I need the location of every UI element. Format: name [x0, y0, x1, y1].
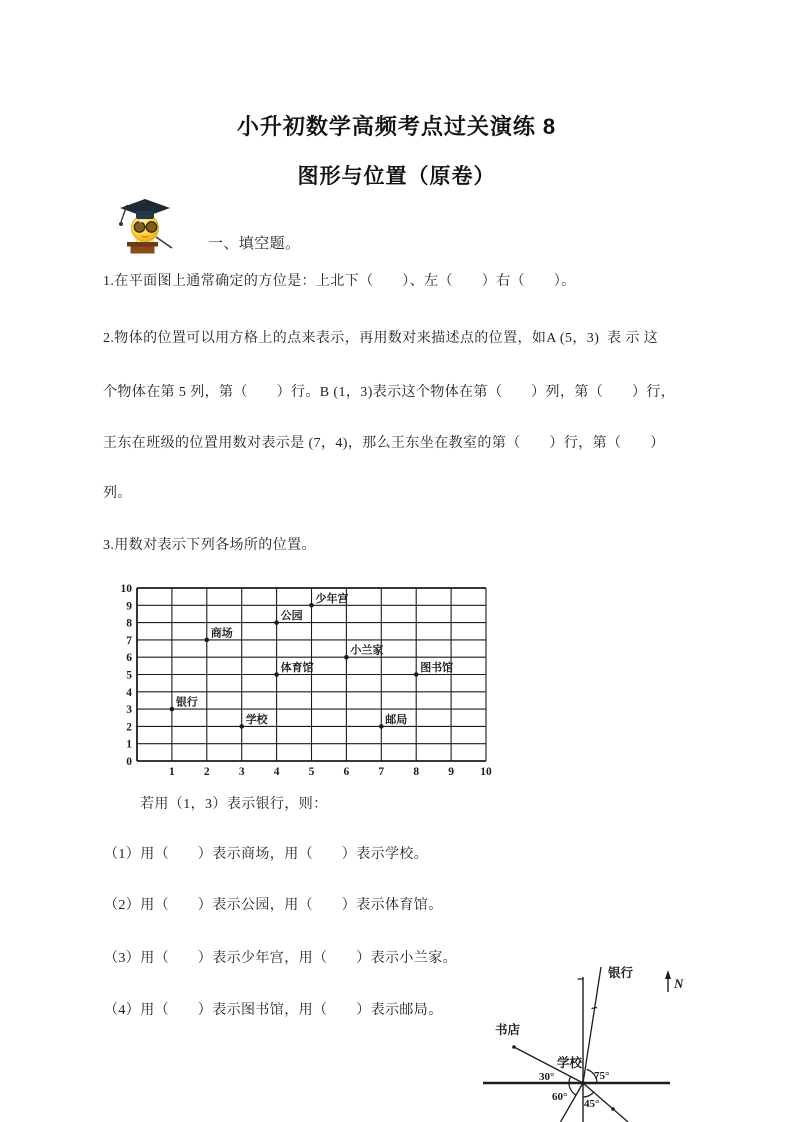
question-2-line-1: 2.物体的位置可以用方格上的点来表示，再用数对来描述点的位置，如A (5，3) 表 示 这: [103, 331, 659, 346]
location-label: 图书馆: [420, 662, 454, 674]
question-1: 1.在平面图上通常确定的方位是：上北下（ ）、左（ ）右（ ）。: [103, 274, 576, 289]
page-title: 小升初数学高频考点过关演练 8: [236, 114, 557, 139]
location-dot: [309, 603, 314, 608]
cap-base: [136, 211, 154, 219]
location-dot: [344, 655, 349, 660]
grid-chart: [105, 578, 505, 783]
location-dot: [239, 724, 244, 729]
north-label: N: [674, 976, 684, 991]
location-label: 少年宫: [315, 592, 349, 605]
question-3: 3.用数对表示下列各场所的位置。: [103, 538, 316, 553]
pointer-stick-icon: [156, 237, 172, 248]
bank-ray-tick: [592, 1008, 598, 1009]
x-axis-tick-label: 9: [448, 766, 454, 778]
x-axis-tick-label: 10: [480, 766, 492, 778]
x-axis-tick-label: 6: [343, 766, 350, 778]
location-dot: [414, 672, 419, 677]
y-axis-tick-label: 6: [126, 652, 132, 665]
angle-30-label: 30°: [539, 1071, 555, 1083]
y-axis-tick-label: 2: [126, 721, 132, 734]
angle-60-label: 60°: [552, 1091, 568, 1103]
bookstore-label: 书店: [495, 1023, 521, 1037]
location-label: 商场: [210, 627, 233, 640]
question-2-line-4: 列。: [103, 486, 132, 501]
bank-label: 银行: [608, 966, 634, 980]
question-3-note: 若用（1，3）表示银行，则：: [140, 797, 328, 812]
bookstore-point: [512, 1045, 516, 1049]
southeast-ray-point: [611, 1107, 615, 1111]
location-label: 银行: [175, 696, 198, 709]
x-axis-tick-label: 2: [203, 766, 210, 778]
location-label: 邮局: [385, 713, 408, 726]
tassel-knob-icon: [119, 222, 123, 226]
question-2-line-3: 王东在班级的位置用数对表示是 (7，4)，那么王东坐在教室的第（ ）行，第（ ）: [103, 436, 665, 451]
glasses-left-lens-icon: [134, 222, 144, 232]
y-axis-tick-label: 0: [126, 756, 132, 768]
angle-45-label: 45°: [584, 1098, 600, 1110]
question-3-sub-2: （2）用（ ）表示公园，用（ ）表示体育馆。: [104, 898, 443, 913]
school-label: 学校: [557, 1056, 583, 1070]
y-axis-tick-label: 7: [126, 634, 132, 647]
x-axis-tick-label: 1: [169, 766, 175, 778]
y-axis-tick-label: 5: [126, 669, 132, 682]
section-heading: 一、填空题。: [208, 236, 301, 252]
x-axis-tick-label: 8: [413, 766, 420, 778]
podium-top: [127, 242, 158, 247]
y-axis-tick-label: 4: [126, 686, 132, 699]
location-label: 体育馆: [280, 662, 314, 674]
arc-45: [583, 1092, 594, 1097]
location-label: 小兰家: [350, 644, 384, 657]
location-dot: [274, 620, 279, 625]
location-label: 公园: [280, 610, 303, 623]
location-dot: [170, 707, 175, 712]
question-3-sub-1: （1）用（ ）表示商场，用（ ）表示学校。: [104, 847, 429, 862]
y-axis-tick-label: 3: [126, 704, 132, 717]
question-3-sub-4: （4）用（ ）表示图书馆，用（ ）表示邮局。: [104, 1003, 443, 1018]
y-axis-tick-label: 1: [126, 738, 132, 751]
y-axis-tick-label: 10: [120, 583, 132, 595]
y-axis-tick-label: 9: [126, 600, 132, 613]
arc-60: [569, 1083, 576, 1095]
location-dot: [379, 724, 384, 729]
location-label: 学校: [245, 713, 268, 726]
podium-base: [131, 247, 155, 254]
location-dot: [205, 638, 210, 643]
question-3-sub-3: （3）用（ ）表示少年宫，用（ ）表示小兰家。: [104, 951, 457, 966]
x-axis-tick-label: 5: [308, 766, 315, 778]
x-axis-tick-label: 4: [273, 766, 280, 778]
bank-ray: [583, 967, 601, 1083]
compass-center-point: [581, 1081, 585, 1085]
glasses-right-lens-icon: [146, 222, 156, 232]
x-axis-tick-label: 7: [378, 766, 385, 778]
graduate-mascot-icon: [114, 196, 176, 254]
page-subtitle: 图形与位置（原卷）: [297, 165, 496, 188]
face-highlight: [139, 220, 143, 222]
question-2-line-2: 个物体在第 5 列，第（ ）行。B (1，3)表示这个物体在第（ ）列，第（ ）行，: [103, 385, 676, 400]
angle-75-label: 75°: [594, 1070, 610, 1082]
location-dot: [274, 672, 279, 677]
compass-diagram: [470, 950, 793, 1122]
north-arrow-head-icon: [665, 970, 671, 979]
x-axis-tick-label: 3: [238, 766, 245, 778]
y-axis-tick-label: 8: [126, 617, 132, 630]
